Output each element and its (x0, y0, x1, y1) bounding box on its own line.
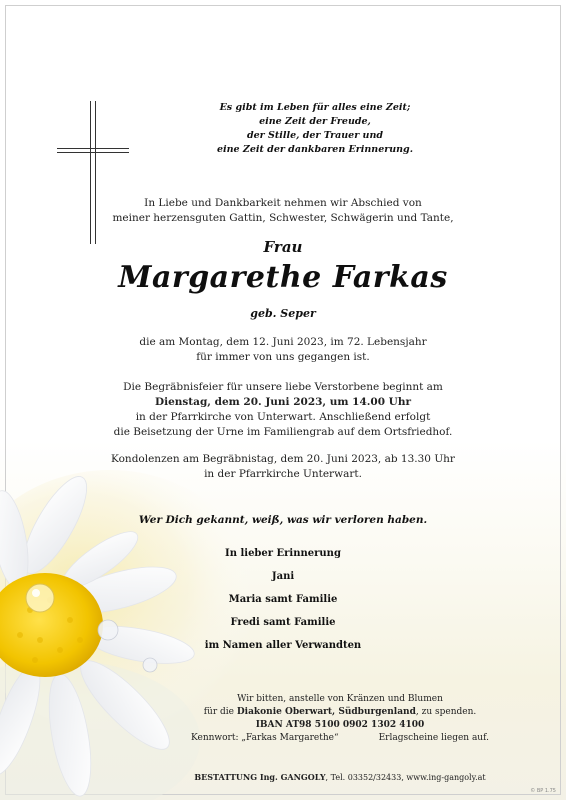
deceased-name: Margarethe Farkas (118, 260, 448, 295)
funeral-text (0, 380, 566, 440)
print-code: © BP 1.75 (530, 788, 556, 794)
donation-text (150, 693, 530, 745)
condolences-text (0, 452, 566, 482)
mourner-line: Jani (271, 571, 295, 582)
intro-line: meiner herzensguten Gattin, Schwester, Schwägerin und Tante, (112, 212, 454, 224)
funeral-line: in der Pfarrkirche von Unterwart. Anschließend erfolgt (135, 411, 431, 423)
donation-post: , zu spenden. (415, 707, 477, 717)
footer (150, 772, 530, 782)
intro-line: In Liebe und Dankbarkeit nehmen wir Abschied von (144, 197, 422, 209)
mourner-line: im Namen aller Verwandten (204, 640, 362, 651)
verse-line: eine Zeit der Freude, (259, 116, 371, 127)
verse (190, 101, 440, 157)
title-frau: Frau (263, 238, 303, 256)
death-line: für immer von uns gegangen ist. (196, 351, 370, 363)
donation-charity: Diakonie Oberwart, Südburgenland (236, 707, 416, 717)
condolences-line: in der Pfarrkirche Unterwart. (204, 468, 362, 480)
death-line: die am Montag, dem 12. Juni 2023, im 72. Lebensjahr (139, 336, 427, 348)
motto: Wer Dich gekannt, weiß, was wir verloren haben. (138, 514, 428, 526)
verse-line: der Stille, der Trauer und (247, 130, 383, 141)
donation-line (150, 706, 530, 719)
mourner-line: Fredi samt Familie (230, 617, 336, 628)
donation-keyword: Kennwort: „Farkas Margarethe“ (191, 733, 339, 743)
verse-line: Es gibt im Leben für alles eine Zeit; (219, 102, 411, 113)
cross-line (57, 152, 129, 153)
funeral-line: die Beisetzung der Urne im Familiengrab auf dem Ortsfriedhof. (113, 426, 453, 438)
footer-company: BESTATTUNG Ing. GANGOLY (194, 772, 326, 782)
death-text (0, 335, 566, 365)
footer-contact: , Tel. 03352/32433, www.ing-gangoly.at (325, 773, 486, 782)
funeral-date: Dienstag, dem 20. Juni 2023, um 14.00 Uhr (154, 396, 411, 408)
funeral-line: Die Begräbnisfeier für unsere liebe Verstorbene beginnt am (123, 381, 443, 393)
mourner-line: In lieber Erinnerung (225, 548, 341, 559)
donation-pre: für die (203, 707, 234, 717)
donation-iban: IBAN AT98 5100 0902 1302 4100 (255, 720, 425, 730)
mourner-line: Maria samt Familie (228, 594, 338, 605)
cross-line (57, 148, 129, 149)
intro-text (0, 196, 566, 226)
donation-line (150, 732, 530, 745)
condolences-line: Kondolenzen am Begräbnistag, dem 20. Juni 2023, ab 13.30 Uhr (111, 453, 455, 465)
verse-line: eine Zeit der dankbaren Erinnerung. (216, 144, 414, 155)
maiden-name: geb. Seper (250, 307, 316, 320)
donation-slips: Erlagscheine liegen auf. (378, 733, 489, 743)
donation-line: Wir bitten, anstelle von Kränzen und Blumen (237, 694, 443, 704)
